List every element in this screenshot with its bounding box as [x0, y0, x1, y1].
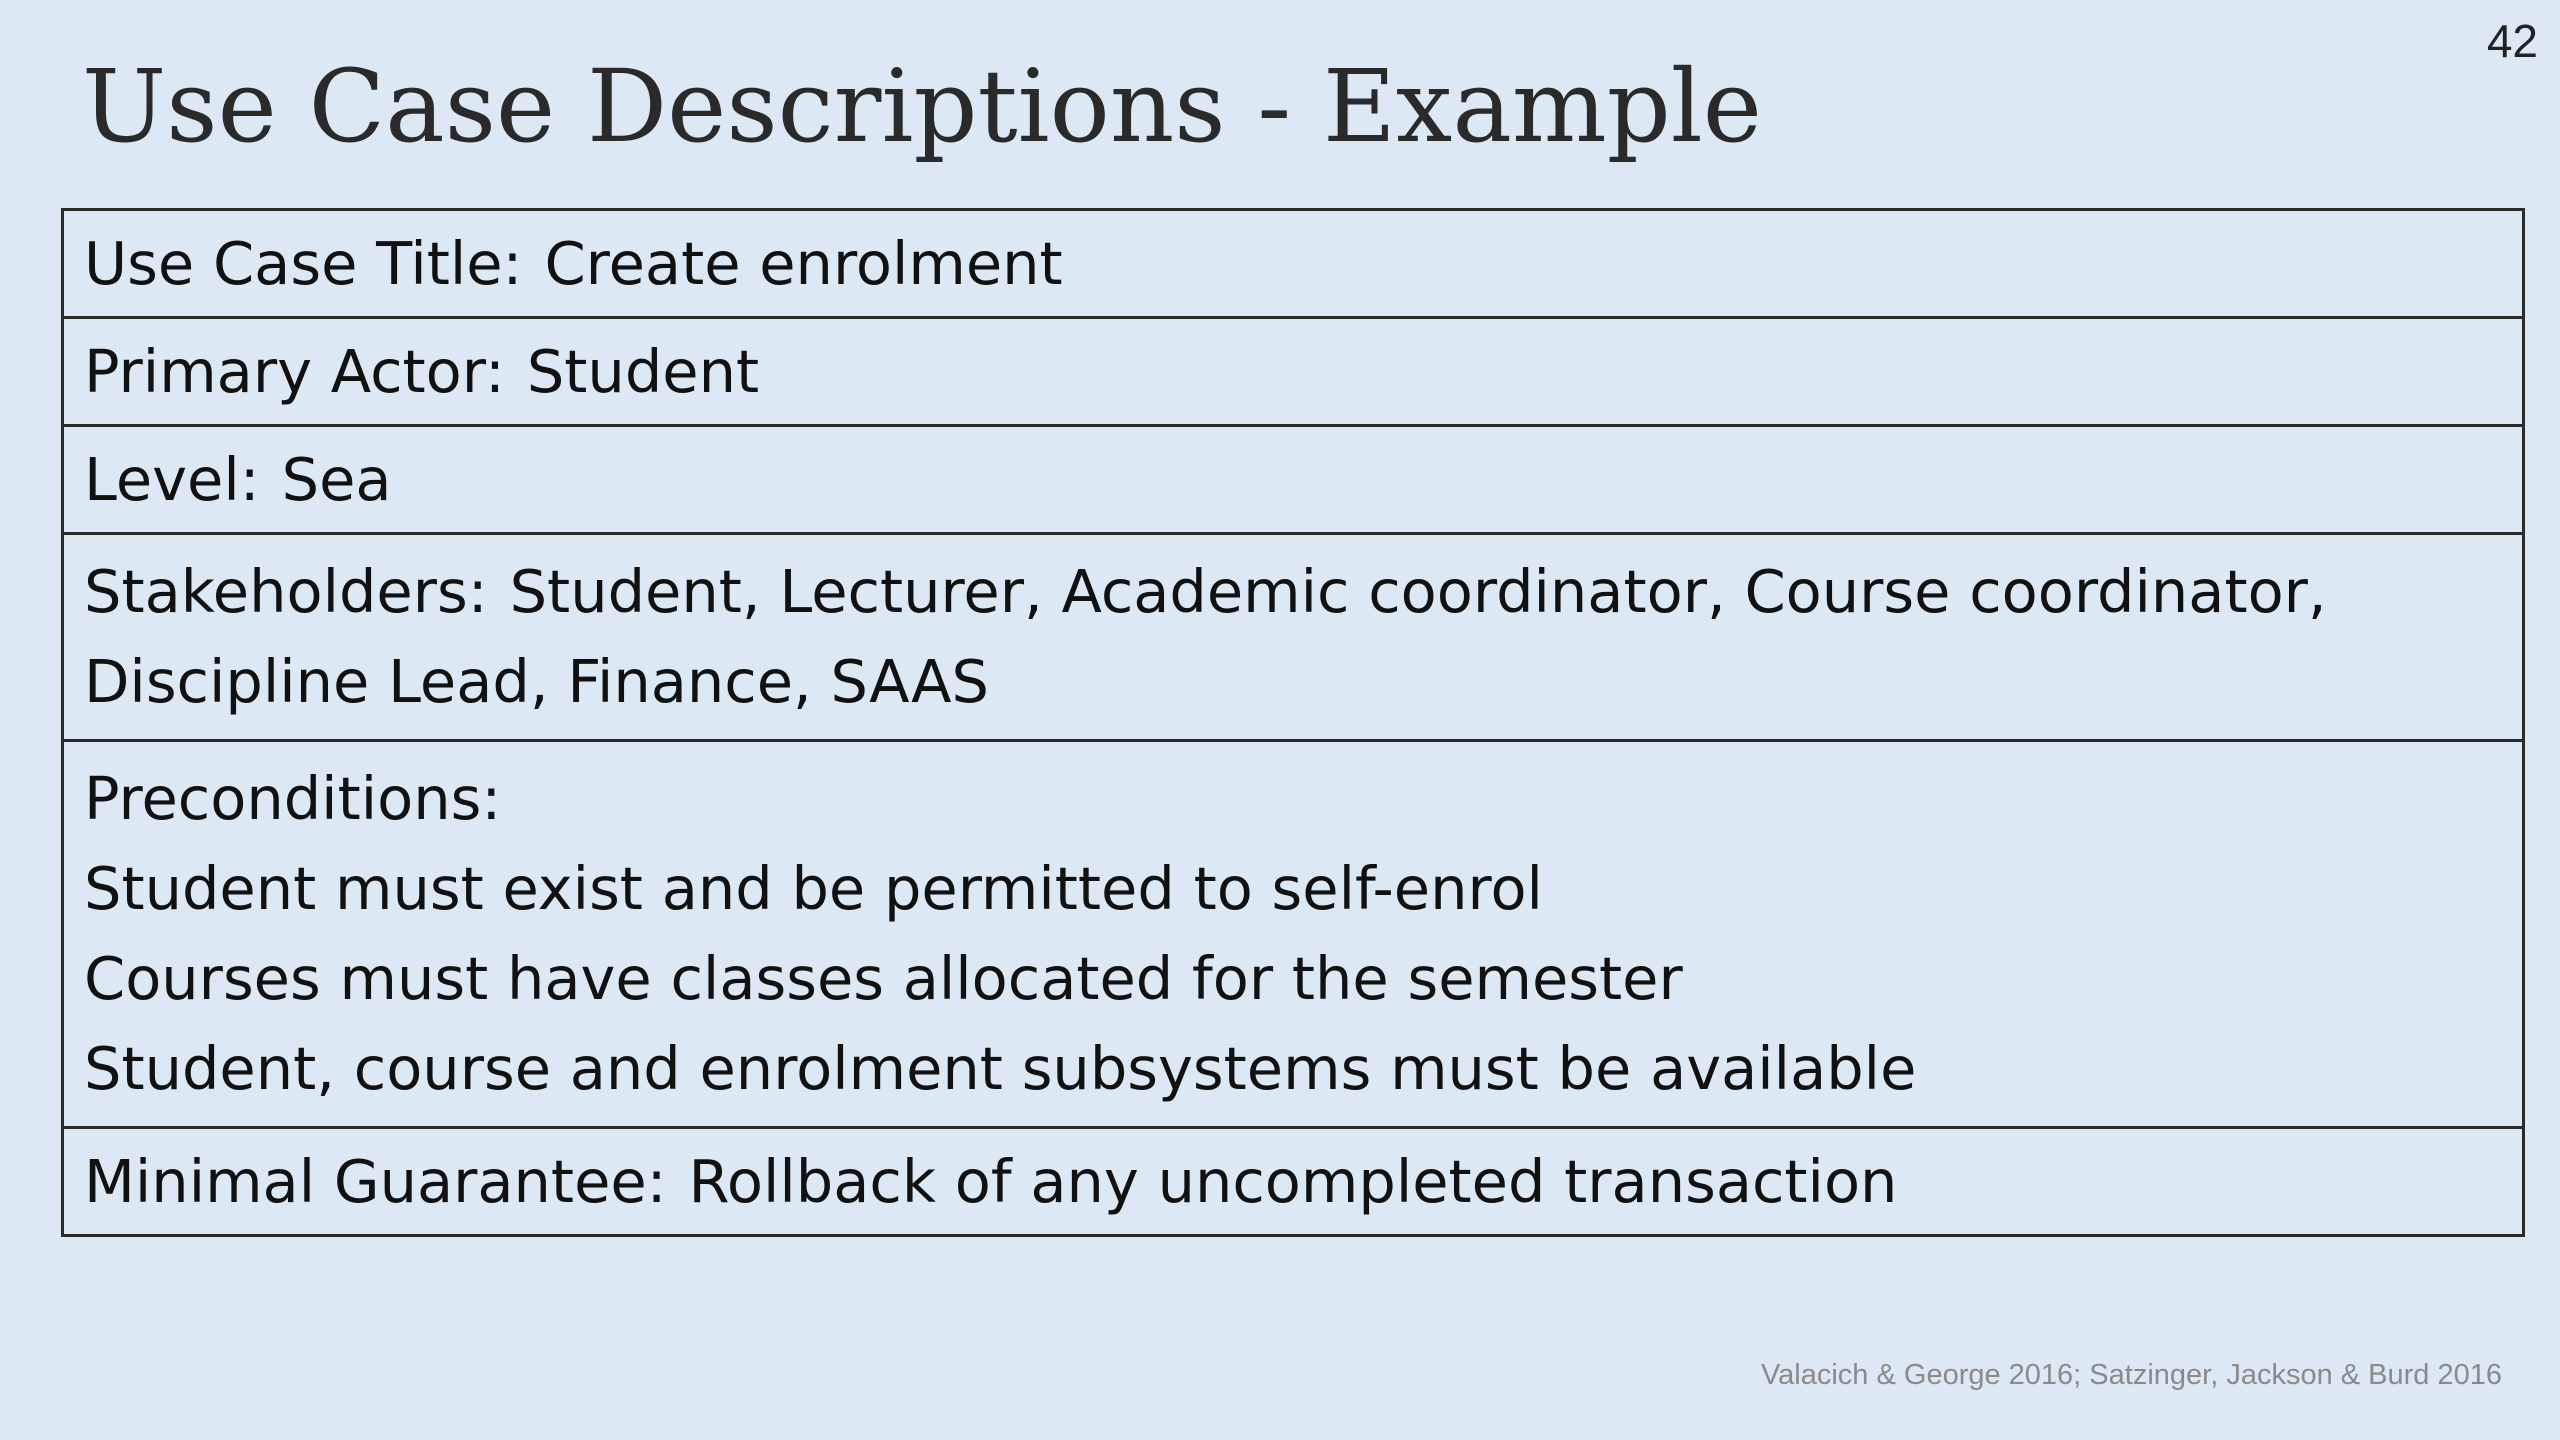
cell-minimal-guarantee	[63, 1128, 2524, 1236]
precondition-item: Student must exist and be permitted to self-enrol	[84, 854, 1543, 923]
stakeholders-value-line-1: Student, Lecturer, Academic coordinator, Course coordinator,	[509, 557, 2327, 626]
cell-primary-actor	[63, 318, 2524, 426]
precondition-item: Courses must have classes allocated for the semester	[84, 944, 1683, 1013]
citation: Valacich & George 2016; Satzinger, Jackson & Burd 2016	[1760, 1359, 2502, 1391]
cell-use-case-title	[63, 210, 2524, 318]
primary-actor-label: Primary Actor:	[84, 336, 505, 406]
row-stakeholders	[63, 534, 2524, 741]
cell-level	[63, 426, 2524, 534]
row-primary-actor	[63, 318, 2524, 426]
level-label: Level:	[84, 444, 260, 514]
preconditions-label: Preconditions:	[84, 764, 502, 833]
minimal-guarantee-label: Minimal Guarantee:	[84, 1146, 667, 1216]
level-value: Sea	[281, 444, 392, 514]
slide-title: Use Case Descriptions - Example	[82, 48, 1762, 165]
stakeholders-value-line-2: Discipline Lead, Finance, SAAS	[84, 647, 989, 716]
minimal-guarantee-value: Rollback of any uncompleted transaction	[688, 1146, 1898, 1216]
stakeholders-label: Stakeholders:	[84, 557, 488, 626]
row-minimal-guarantee	[63, 1128, 2524, 1236]
cell-preconditions	[63, 741, 2524, 1128]
cell-stakeholders	[63, 534, 2524, 741]
primary-actor-value: Student	[526, 336, 760, 406]
precondition-item: Student, course and enrolment subsystems must be available	[84, 1034, 1917, 1103]
stakeholders-line-1	[84, 547, 2502, 637]
use-case-title-label: Use Case Title:	[84, 228, 523, 298]
row-level	[63, 426, 2524, 534]
row-use-case-title	[63, 210, 2524, 318]
use-case-table	[61, 208, 2525, 1237]
row-preconditions	[63, 741, 2524, 1128]
use-case-title-value: Create enrolment	[544, 228, 1063, 298]
slide-number: 42	[2486, 15, 2538, 67]
